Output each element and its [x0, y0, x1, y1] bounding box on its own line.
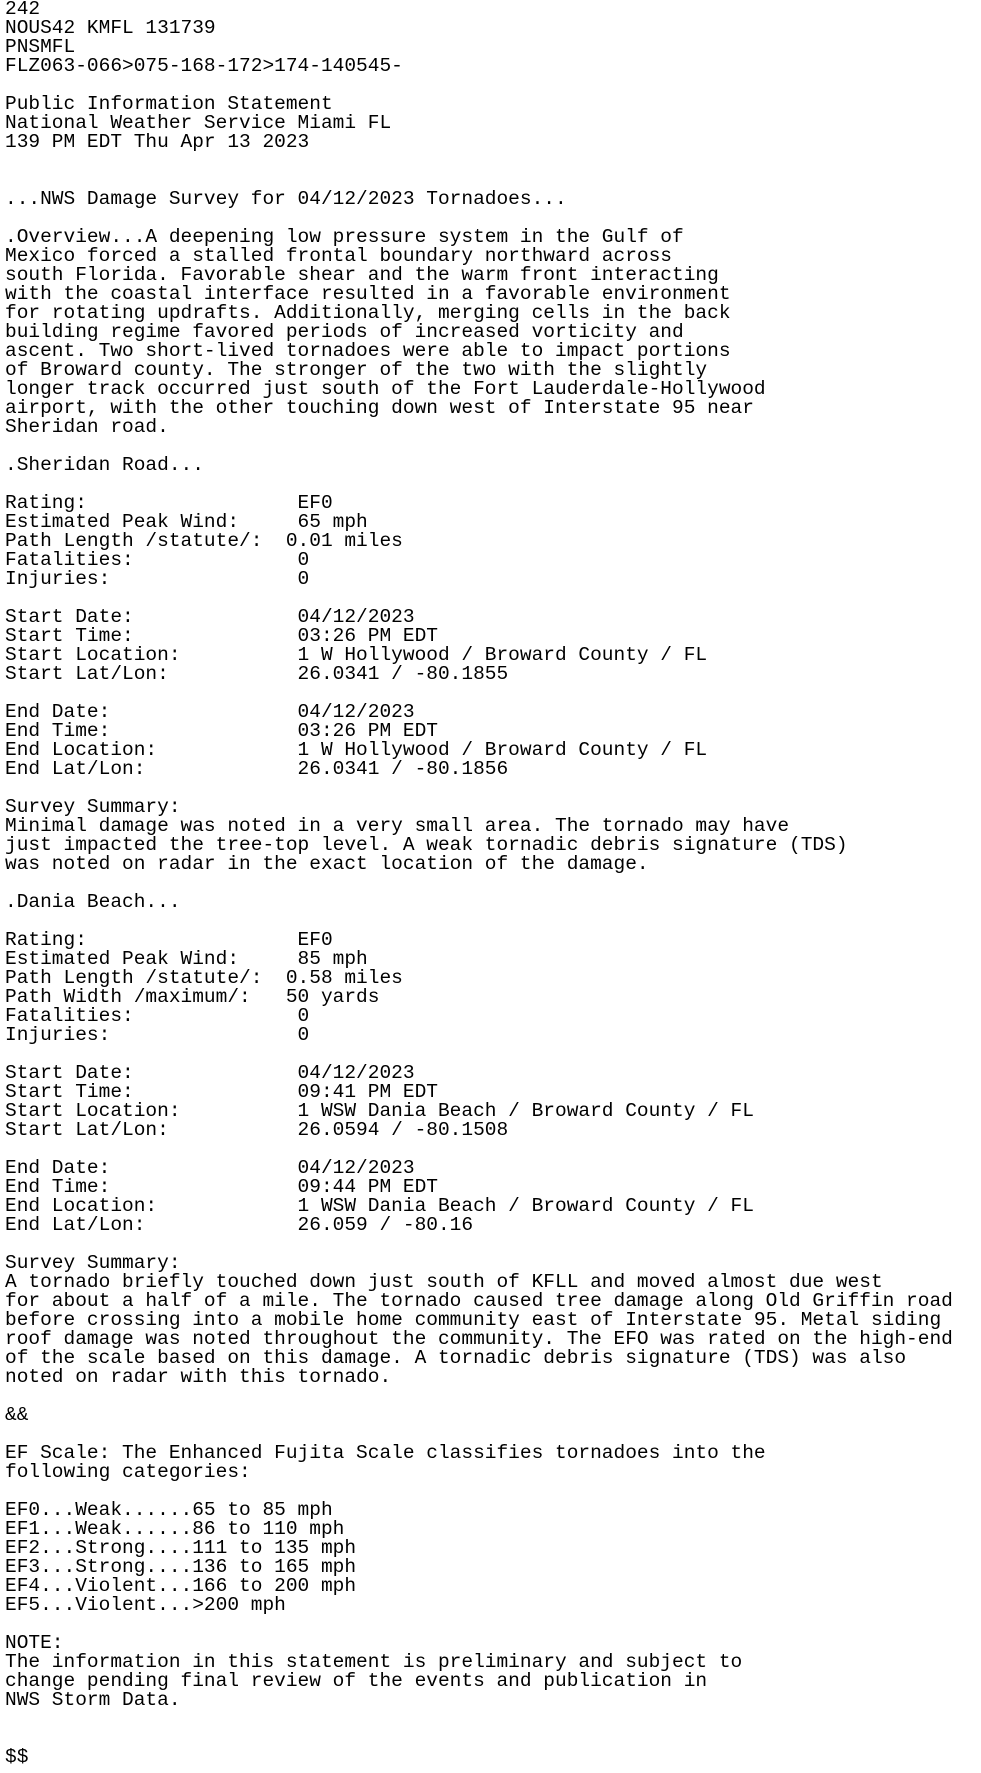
text-line: was noted on radar in the exact location of the damage. [5, 853, 649, 875]
text-line: End Lat/Lon: 26.0341 / -80.1856 [5, 758, 509, 780]
text-line: Injuries: 0 [5, 1024, 310, 1046]
text-line: south Florida. Favorable shear and the warm front interacting [5, 264, 719, 286]
text-line: EF5...Violent...>200 mph [5, 1594, 286, 1616]
text-line: Start Time: 03:26 PM EDT [5, 625, 438, 647]
text-line: for about a half of a mile. The tornado caused tree damage along Old Griffin road [5, 1290, 953, 1312]
text-line: EF0...Weak......65 to 85 mph [5, 1499, 333, 1521]
text-line: Start Date: 04/12/2023 [5, 1062, 415, 1084]
text-line: ...NWS Damage Survey for 04/12/2023 Tornadoes... [5, 188, 567, 210]
text-line: 139 PM EDT Thu Apr 13 2023 [5, 131, 310, 153]
text-line: with the coastal interface resulted in a favorable environment [5, 283, 731, 305]
text-line [5, 1729, 981, 1748]
text-line: Path Length /statute/: 0.01 miles [5, 530, 403, 552]
text-line: && [5, 1404, 29, 1426]
text-line: Survey Summary: [5, 796, 181, 818]
text-line: NOTE: [5, 1632, 64, 1654]
text-line: Survey Summary: [5, 1252, 181, 1274]
text-line: .Dania Beach... [5, 891, 181, 913]
text-line: .Sheridan Road... [5, 454, 204, 476]
text-line: End Time: 09:44 PM EDT [5, 1176, 438, 1198]
text-line: Start Location: 1 WSW Dania Beach / Broward County / FL [5, 1100, 754, 1122]
text-line: 242 [5, 0, 41, 20]
text-line: $$ [5, 1746, 29, 1768]
text-line: Mexico forced a stalled frontal boundary northward across [5, 245, 673, 267]
text-line [5, 1615, 981, 1634]
text-line: Start Lat/Lon: 26.0594 / -80.1508 [5, 1119, 509, 1141]
text-line: following categories: [5, 1461, 251, 1483]
text-line: Injuries: 0 [5, 568, 310, 590]
text-line: noted on radar with this tornado. [5, 1366, 392, 1388]
text-line: Estimated Peak Wind: 85 mph [5, 948, 368, 970]
text-line: End Location: 1 WSW Dania Beach / Broward County / FL [5, 1195, 754, 1217]
text-line: Minimal damage was noted in a very small area. The tornado may have [5, 815, 790, 837]
text-line: Fatalities: 0 [5, 549, 310, 571]
text-line: Start Time: 09:41 PM EDT [5, 1081, 438, 1103]
text-line: building regime favored periods of increased vorticity and [5, 321, 684, 343]
text-line: EF3...Strong....136 to 165 mph [5, 1556, 357, 1578]
text-line: roof damage was noted throughout the community. The EFO was rated on the high-end [5, 1328, 953, 1350]
text-line: EF2...Strong....111 to 135 mph [5, 1537, 357, 1559]
text-line: FLZ063-066>075-168-172>174-140545- [5, 55, 403, 77]
text-line: Rating: EF0 [5, 929, 333, 951]
text-line: .Overview...A deepening low pressure system in the Gulf of [5, 226, 684, 248]
text-line: End Date: 04/12/2023 [5, 701, 415, 723]
text-line: just impacted the tree-top level. A weak tornadic debris signature (TDS) [5, 834, 848, 856]
text-line: EF4...Violent...166 to 200 mph [5, 1575, 357, 1597]
text-line: End Time: 03:26 PM EDT [5, 720, 438, 742]
text-line: End Lat/Lon: 26.059 / -80.16 [5, 1214, 474, 1236]
text-line: Sheridan road. [5, 416, 169, 438]
text-line [5, 1387, 981, 1406]
text-line: of Broward county. The stronger of the two with the slightly [5, 359, 708, 381]
text-line: longer track occurred just south of the Fort Lauderdale-Hollywood [5, 378, 766, 400]
text-line: of the scale based on this damage. A tornadic debris signature (TDS) was also [5, 1347, 907, 1369]
text-line: End Location: 1 W Hollywood / Broward County / FL [5, 739, 708, 761]
text-line: The information in this statement is preliminary and subject to [5, 1651, 743, 1673]
text-line: Fatalities: 0 [5, 1005, 310, 1027]
text-line: NOUS42 KMFL 131739 [5, 17, 216, 39]
text-line: PNSMFL [5, 36, 76, 58]
text-line: EF Scale: The Enhanced Fujita Scale classifies tornadoes into the [5, 1442, 766, 1464]
text-line: Rating: EF0 [5, 492, 333, 514]
text-line: A tornado briefly touched down just south of KFLL and moved almost due west [5, 1271, 883, 1293]
text-line: EF1...Weak......86 to 110 mph [5, 1518, 345, 1540]
text-line: Start Location: 1 W Hollywood / Broward County / FL [5, 644, 708, 666]
text-line: Start Lat/Lon: 26.0341 / -80.1855 [5, 663, 509, 685]
text-line: Path Width /maximum/: 50 yards [5, 986, 380, 1008]
text-line: End Date: 04/12/2023 [5, 1157, 415, 1179]
text-line: Path Length /statute/: 0.58 miles [5, 967, 403, 989]
text-line [5, 152, 981, 171]
text-line: airport, with the other touching down west of Interstate 95 near [5, 397, 754, 419]
text-line: NWS Storm Data. [5, 1689, 181, 1711]
text-line: National Weather Service Miami FL [5, 112, 392, 134]
text-line: for rotating updrafts. Additionally, merging cells in the back [5, 302, 731, 324]
text-line [5, 1710, 981, 1729]
text-line: Estimated Peak Wind: 65 mph [5, 511, 368, 533]
text-line: change pending final review of the events and publication in [5, 1670, 708, 1692]
text-line: Public Information Statement [5, 93, 333, 115]
text-line: Start Date: 04/12/2023 [5, 606, 415, 628]
text-line: before crossing into a mobile home community east of Interstate 95. Metal siding [5, 1309, 942, 1331]
text-line: ascent. Two short-lived tornadoes were able to impact portions [5, 340, 731, 362]
